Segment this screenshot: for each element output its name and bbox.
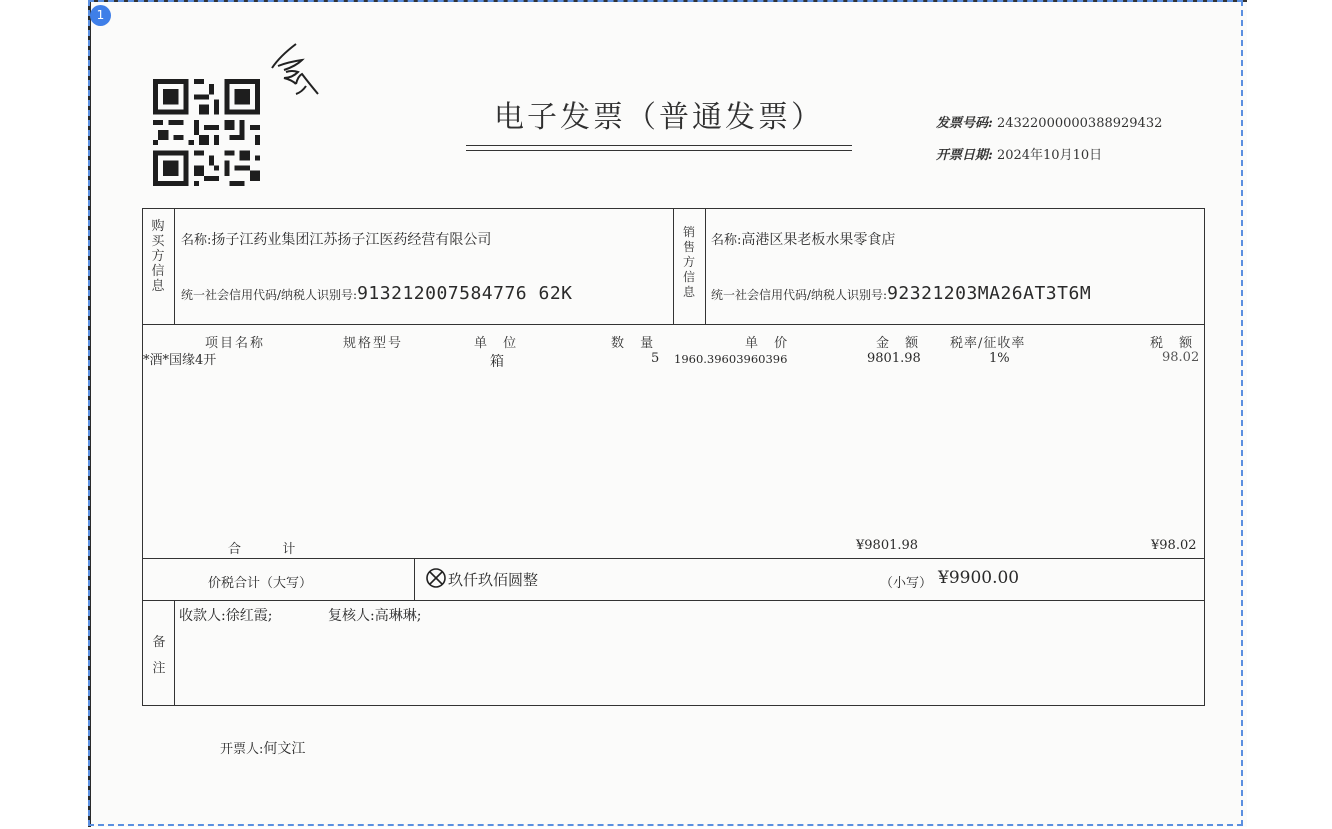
grand-total-small-label: （小写）: [880, 576, 933, 591]
buyer-section-label: 购 买 方 信 息: [151, 219, 165, 294]
header-tax-rate: 税率/征收率: [950, 336, 1026, 351]
buyer-tax-label: 统一社会信用代码/纳税人识别号:: [181, 288, 358, 302]
seller-name-row: [711, 229, 895, 249]
table-divider: [142, 558, 1205, 559]
item-tax-rate: 1%: [989, 351, 1010, 366]
remarks-payee: 收款人:徐红霞;: [179, 608, 273, 624]
circled-x-icon: [425, 567, 447, 589]
header-spec: 规格型号: [343, 336, 404, 351]
table-divider: [142, 324, 1205, 325]
invoice-title: 电子发票（普通发票）: [494, 100, 824, 135]
buyer-tax-row: [181, 283, 573, 304]
table-divider: [174, 600, 175, 706]
seller-name: 高港区果老板水果零食店: [741, 232, 896, 248]
total-label: 合 计: [228, 542, 296, 557]
table-divider: [174, 208, 175, 324]
seller-name-label: 名称:: [711, 233, 742, 248]
item-unit: 箱: [490, 354, 504, 370]
annotation-badge[interactable]: 1: [90, 5, 111, 26]
invoice-date-label: 开票日期:: [936, 148, 993, 163]
total-tax: ¥98.02: [1151, 538, 1197, 553]
grand-total-small: ¥9900.00: [938, 568, 1020, 588]
invoice-date-row: [936, 144, 1102, 163]
total-amount: ¥9801.98: [856, 538, 919, 553]
grand-total-upper: 玖仟玖佰圆整: [448, 571, 539, 589]
item-name: *酒*国缘4开: [143, 353, 217, 368]
seller-tax-row: [711, 283, 1091, 304]
table-divider: [673, 208, 674, 324]
header-amount: 金 额: [876, 336, 925, 351]
table-divider: [705, 208, 706, 324]
item-amount: 9801.98: [867, 351, 921, 366]
handwritten-signature: [262, 38, 326, 100]
qr-code: [153, 79, 260, 186]
issuer-label: 开票人:: [220, 742, 264, 757]
header-unit: 单 位: [474, 336, 523, 351]
invoice-number-label: 发票号码:: [936, 116, 993, 131]
grand-total-label: 价税合计（大写）: [208, 576, 313, 591]
item-tax: 98.02: [1162, 350, 1200, 365]
issuer-row: [220, 738, 305, 758]
header-qty: 数 量: [611, 336, 660, 351]
remarks-reviewer: 复核人:高琳琳;: [328, 608, 422, 624]
remarks-label: 备 注: [152, 635, 166, 676]
seller-section-label: 销 售 方 信 息: [682, 225, 695, 299]
header-tax: 税 额: [1150, 336, 1199, 351]
title-underline: [466, 150, 852, 151]
invoice-date: 2024年10月10日: [996, 148, 1103, 163]
buyer-name: 扬子江药业集团江苏扬子江医药经营有限公司: [211, 232, 492, 248]
issuer-name: 何文江: [263, 741, 306, 757]
buyer-name-row: [181, 229, 491, 249]
buyer-name-label: 名称:: [181, 233, 212, 248]
invoice-number: 24322000000388929432: [996, 116, 1163, 131]
seller-tax-id: 92321203MA26AT3T6M: [887, 283, 1092, 304]
header-price: 单 价: [745, 336, 794, 351]
seller-tax-label: 统一社会信用代码/纳税人识别号:: [711, 288, 888, 302]
item-qty: 5: [651, 351, 660, 366]
table-divider: [142, 600, 1205, 601]
header-item-name: 项目名称: [205, 336, 266, 351]
item-price: 1960.39603960396: [674, 352, 788, 366]
invoice-number-row: [936, 112, 1162, 131]
title-underline: [466, 145, 852, 146]
buyer-tax-id: 913212007584776 62K: [357, 283, 573, 304]
table-divider: [414, 558, 415, 600]
